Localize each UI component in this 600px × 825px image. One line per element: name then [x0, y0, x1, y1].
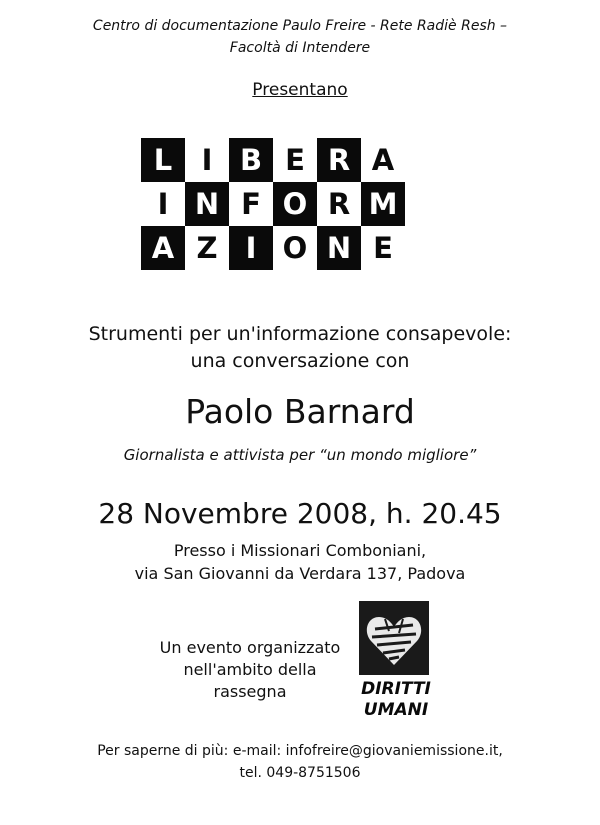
- logo-letter: B: [229, 138, 273, 182]
- organized-note-line-2: nell'ambito della: [183, 660, 317, 679]
- logo-letter: E: [273, 138, 317, 182]
- contact-phone: tel. 049-8751506: [239, 765, 361, 781]
- diritti-umani-logo: [355, 601, 437, 727]
- organizers-line-1: Centro di documentazione Paulo Freire - Rete Radiè Resh –: [92, 18, 508, 34]
- logo-letter: A: [141, 226, 185, 270]
- logo-letter: R: [317, 138, 361, 182]
- logo-text-line-2: UMANI: [363, 700, 429, 720]
- event-location-line-2: via San Giovanni da Verdara 137, Padova: [134, 564, 466, 583]
- logo-letter: L: [141, 138, 185, 182]
- organizers-line-2: Facoltà di Intendere: [229, 40, 371, 56]
- logo-letter: N: [317, 226, 361, 270]
- presenting-label: Presentano: [252, 80, 348, 100]
- organized-note-line-1: Un evento organizzato: [159, 638, 341, 657]
- logo-text-line-1: DIRITTI: [361, 679, 431, 699]
- speaker-name: Paolo Barnard: [185, 392, 415, 431]
- event-location-line-1: Presso i Missionari Comboniani,: [173, 541, 427, 560]
- logo-letter: E: [361, 226, 405, 270]
- logo-emblem: [359, 601, 429, 675]
- event-date-time: 28 Novembre 2008, h. 20.45: [98, 497, 502, 530]
- logo-letter: O: [273, 182, 317, 226]
- logo-letter: M: [361, 182, 405, 226]
- logo-letter: N: [185, 182, 229, 226]
- logo-letter: Z: [185, 226, 229, 270]
- organized-note: [130, 637, 370, 703]
- contact-email: Per saperne di più: e-mail: infofreire@giovaniemissione.it,: [97, 743, 503, 759]
- event-subtitle-line-2: una conversazione con: [190, 350, 410, 372]
- heart-emblem-icon: [359, 601, 429, 675]
- logo-letter: R: [317, 182, 361, 226]
- speaker-role: Giornalista e attivista per “un mondo migliore”: [123, 446, 477, 464]
- event-subtitle-line-1: Strumenti per un'informazione consapevole:: [88, 323, 512, 345]
- logo-letter: I: [229, 226, 273, 270]
- logo-letter: A: [361, 138, 405, 182]
- organized-note-line-3: rassegna: [213, 682, 287, 701]
- logo-letter: O: [273, 226, 317, 270]
- logo-letter: F: [229, 182, 273, 226]
- logo-letter: I: [185, 138, 229, 182]
- logo-letter: I: [141, 182, 185, 226]
